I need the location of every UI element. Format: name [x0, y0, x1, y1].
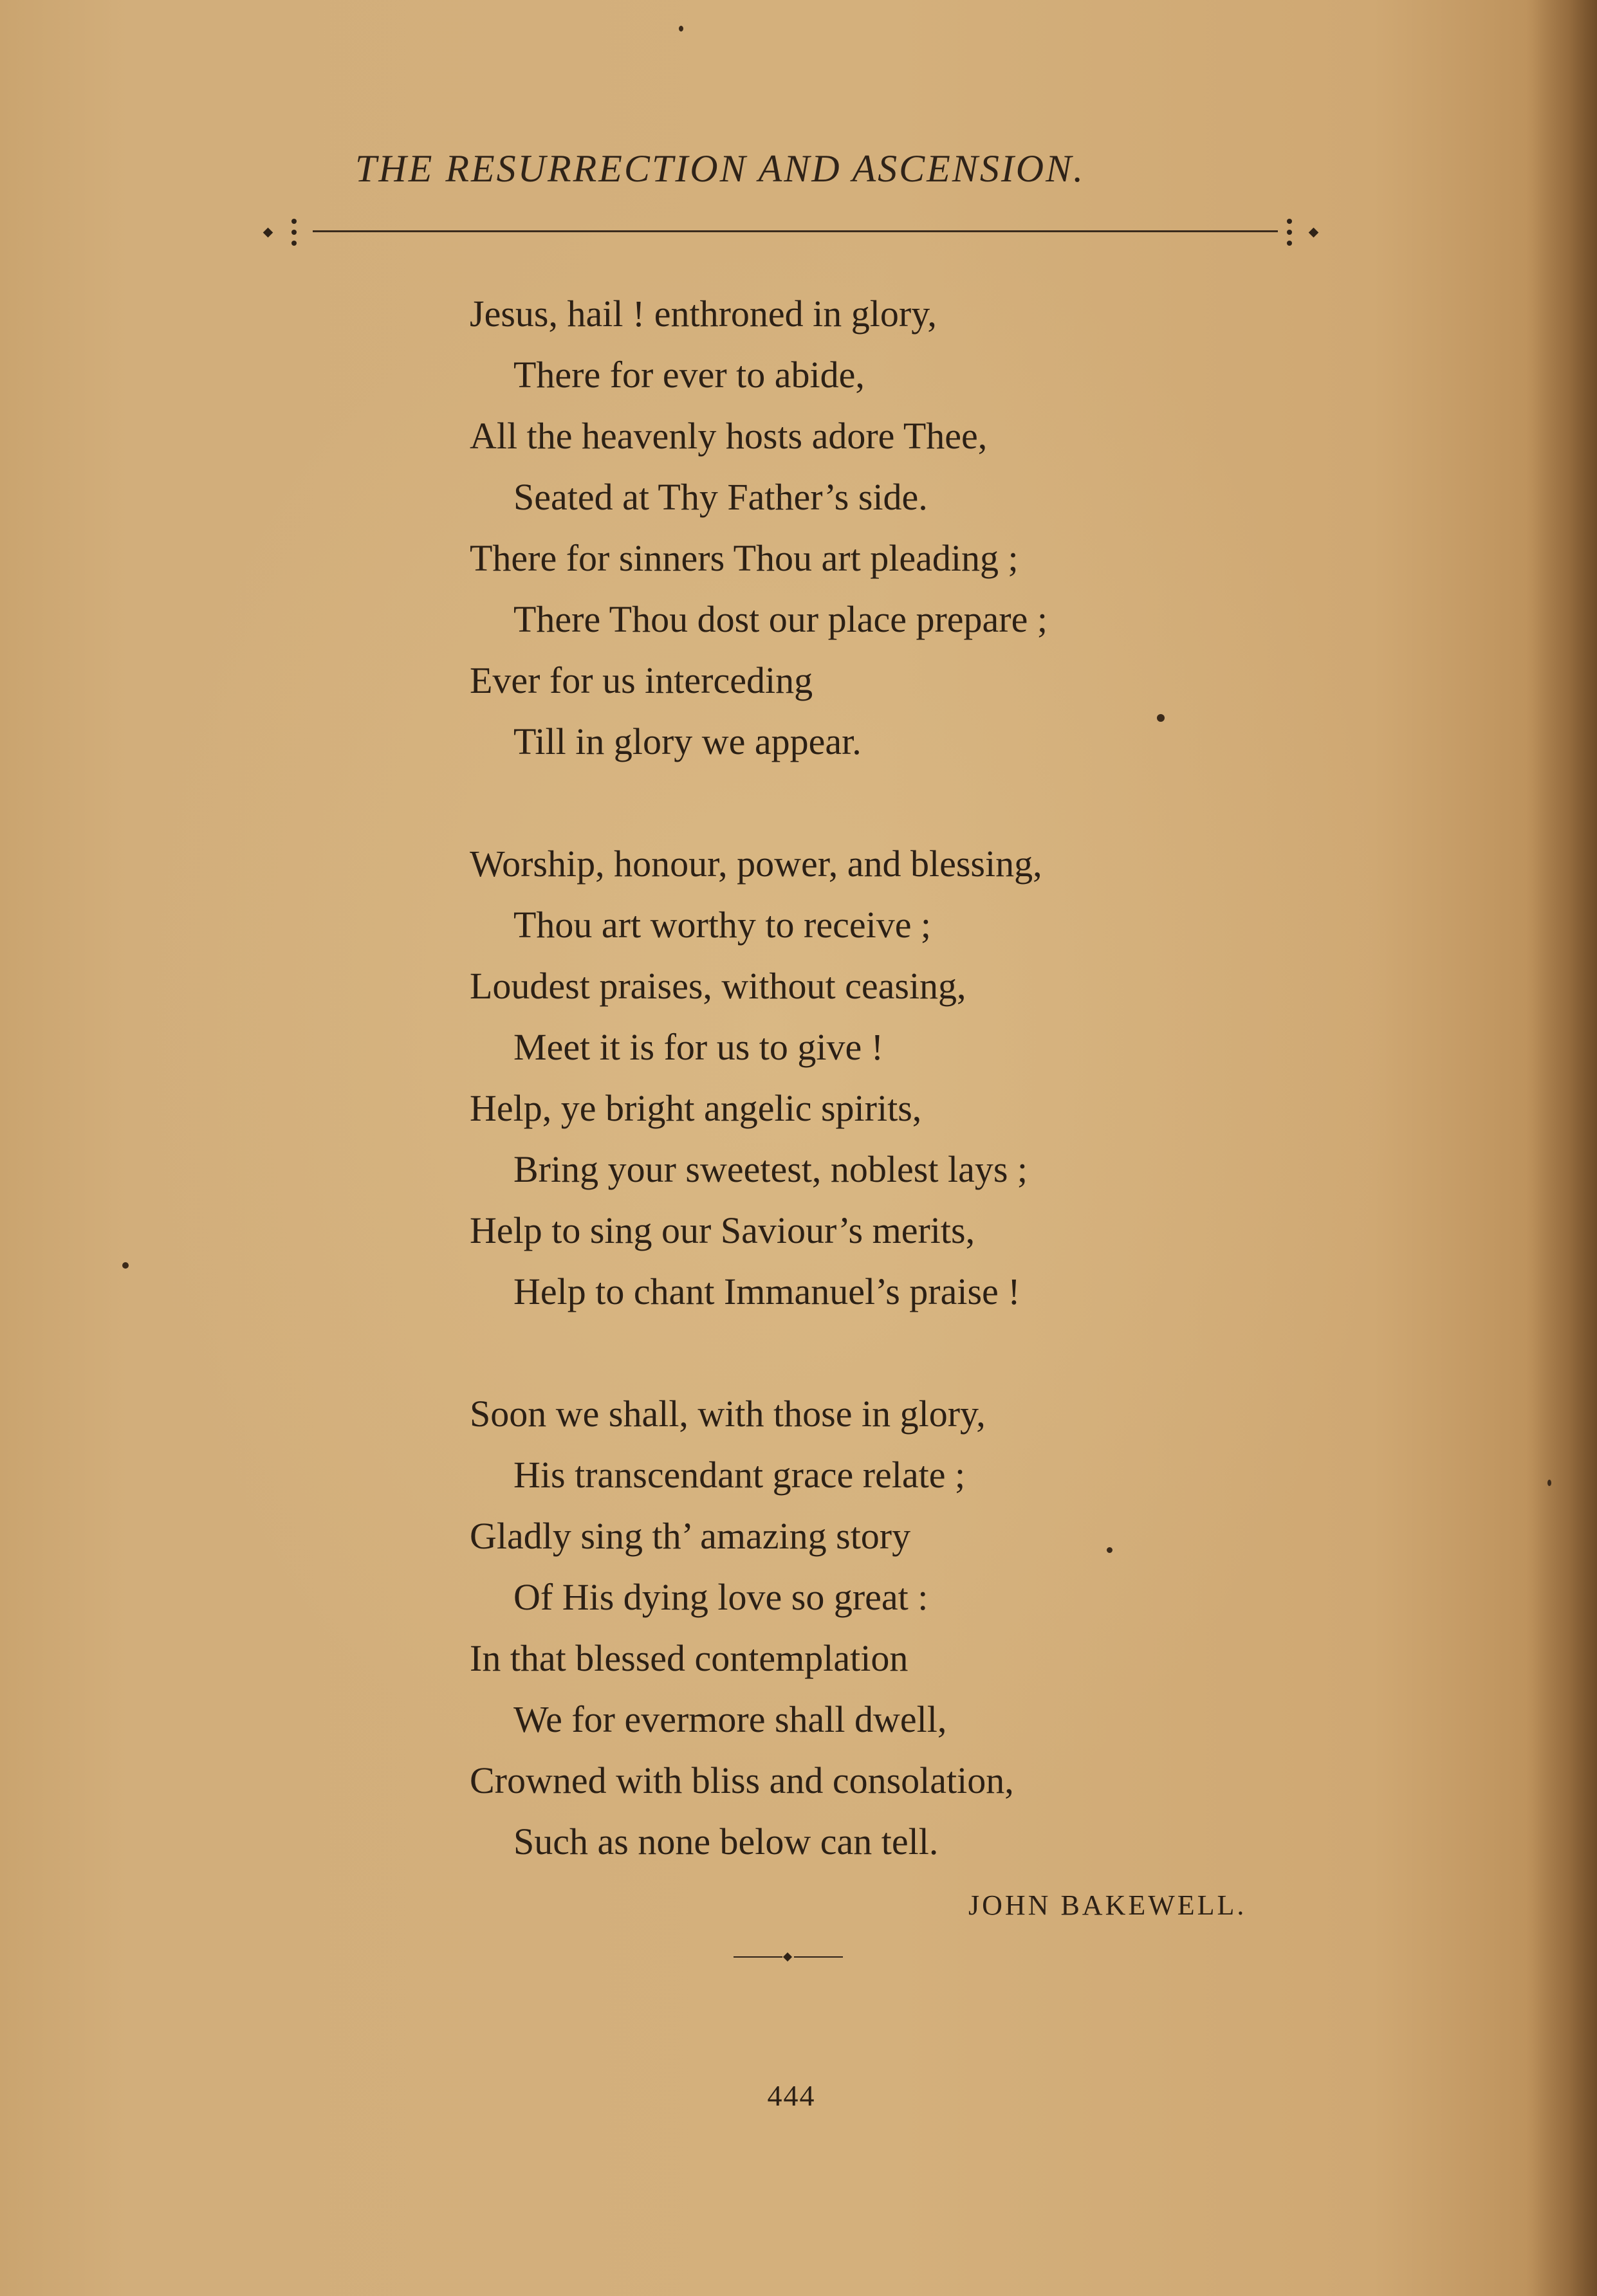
- poem-line: Thou art worthy to receive ;: [513, 904, 932, 946]
- paper-speck: [1547, 1480, 1551, 1486]
- stanza-2: [470, 833, 1306, 1322]
- paper-speck: [122, 1262, 129, 1269]
- header-rule: [313, 230, 1278, 232]
- poem-line: There Thou dost our place prepare ;: [513, 598, 1048, 640]
- rule-ornament-left: [261, 214, 306, 252]
- poem-line: Loudest praises, without ceasing,: [470, 965, 966, 1007]
- poem-line: We for evermore shall dwell,: [513, 1698, 947, 1740]
- rule-ornament-right: [1280, 214, 1325, 252]
- poem-line: Bring your sweetest, noblest lays ;: [513, 1148, 1028, 1190]
- poem-body: [470, 283, 1306, 1872]
- poem-line: Of His dying love so great :: [513, 1576, 928, 1618]
- poem-line: There for ever to abide,: [513, 354, 865, 396]
- paper-speck: [1157, 714, 1165, 722]
- poem-line: Soon we shall, with those in glory,: [470, 1393, 986, 1435]
- poem-line: Meet it is for us to give !: [513, 1026, 884, 1068]
- author-attribution: JOHN BAKEWELL.: [968, 1889, 1247, 1921]
- poem-line: Crowned with bliss and consolation,: [470, 1759, 1014, 1801]
- paper-speck: [679, 26, 683, 32]
- poem-line: Help to chant Immanuel’s praise !: [513, 1271, 1020, 1312]
- running-title: THE RESURRECTION AND ASCENSION.: [355, 147, 1085, 190]
- stanza-gap: [470, 1322, 1306, 1383]
- poem-line: Jesus, hail ! enthroned in glory,: [470, 293, 937, 335]
- poem-line: In that blessed contemplation: [470, 1637, 909, 1679]
- poem-line: Such as none below can tell.: [513, 1821, 939, 1862]
- poem-line: Help to sing our Saviour’s merits,: [470, 1209, 975, 1251]
- page-edge-shadow: [1526, 0, 1597, 2296]
- poem-line: Seated at Thy Father’s side.: [513, 476, 928, 518]
- poem-line: There for sinners Thou art pleading ;: [470, 537, 1019, 579]
- poem-line: Help, ye bright angelic spirits,: [470, 1087, 922, 1129]
- stanza-1: [470, 283, 1306, 772]
- tailpiece-ornament: [734, 1953, 843, 1961]
- poem-line: Gladly sing th’ amazing story: [470, 1515, 911, 1557]
- stanza-3: [470, 1383, 1306, 1872]
- poem-line: Ever for us interceding: [470, 659, 813, 701]
- page-number: 444: [767, 2079, 816, 2112]
- paper-speck: [1107, 1547, 1112, 1553]
- poem-line: Till in glory we appear.: [513, 721, 862, 762]
- poem-line: His transcendant grace relate ;: [513, 1454, 966, 1496]
- stanza-gap: [470, 772, 1306, 833]
- poem-line: All the heavenly hosts adore Thee,: [470, 415, 988, 457]
- poem-line: Worship, honour, power, and blessing,: [470, 843, 1042, 885]
